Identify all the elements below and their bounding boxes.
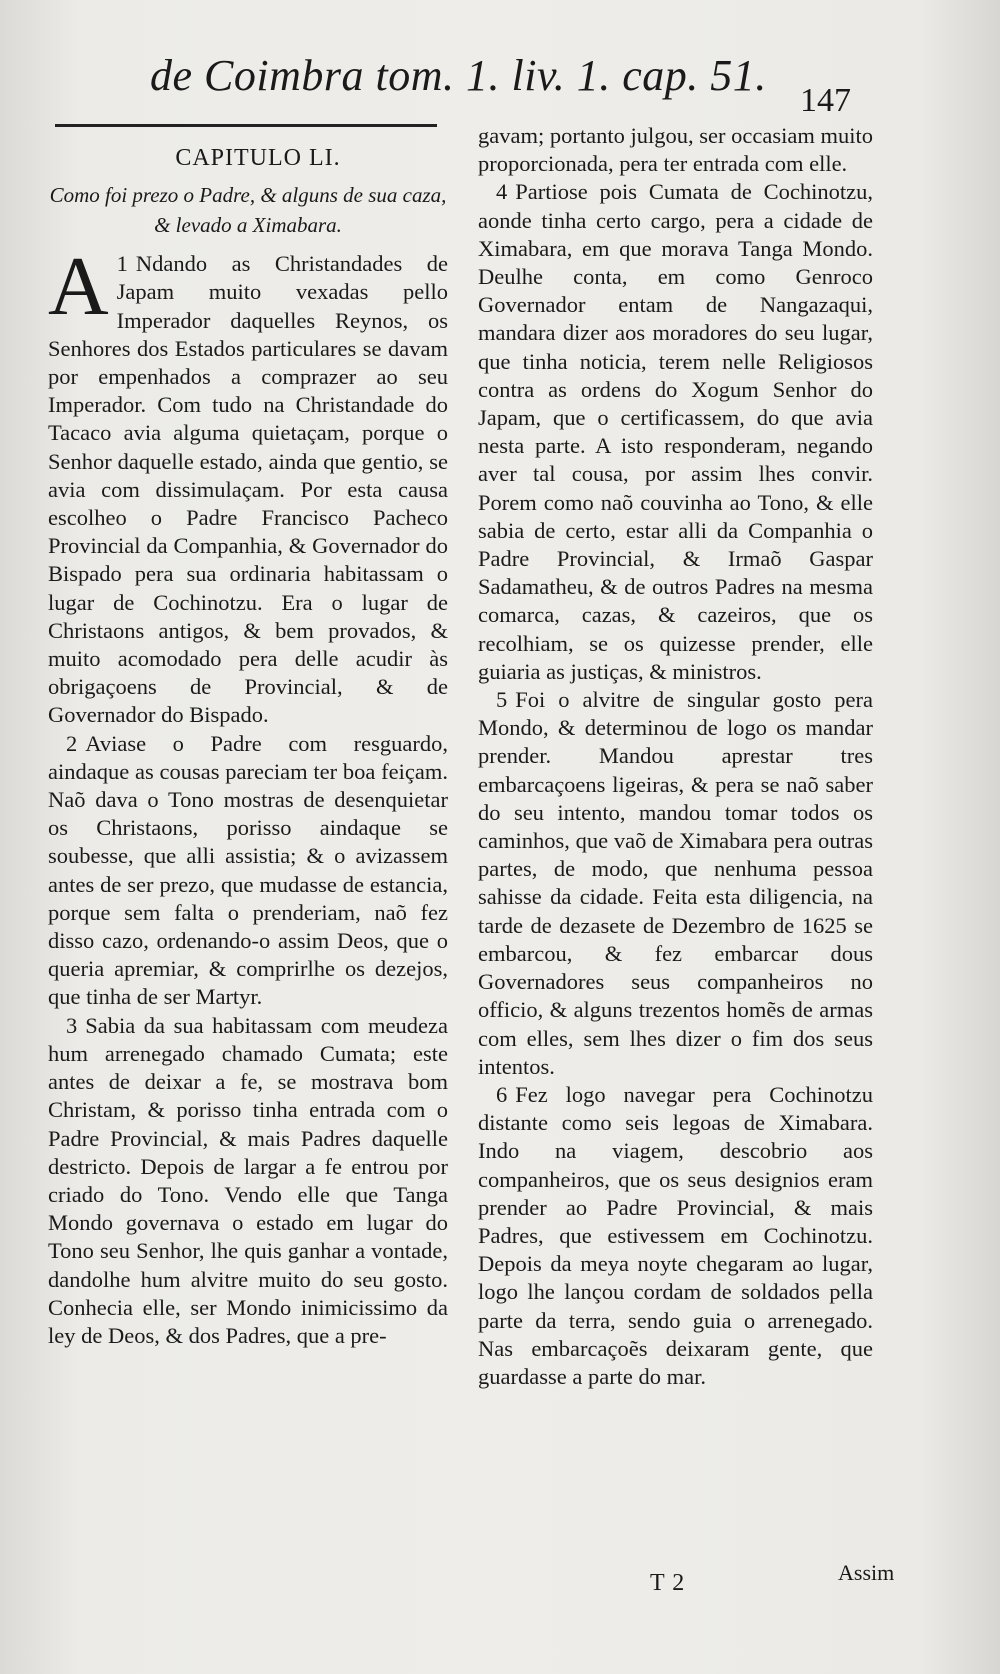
paragraph-number: 5 (496, 687, 508, 713)
paragraph-1 (48, 240, 448, 729)
paragraph-text: Ndando as Christandades de Japam muito vexadas pello Imperador daquelles Reynos, os Senhores dos Estados particulares se davam por empenhados a comprazer ao seu Imperador. Com tudo na Christandade do Tacaco avia alguma quietaçam, porque o Senhor daquelle estado, ainda que gentio, se avia com dissimulaçam. Por esta causa escolheo o Padre Francisco Pacheco Provincial da Companhia, & Governador do Bispado pera sua ordinaria habitassam o lugar de Cochinotzu. Era o lugar de Christaons antigos, & bem provados, & muito acomodado pera delle acudir às obrigaçoens de Provincial, & de Governador do Bispado. (48, 251, 448, 728)
paragraph-text: Foi o alvitre de singular gosto pera Mondo, & determinou de logo os mandar prender. Mandou aprestar tres embarcaçoens ligeiras, & pera se naõ saber do seu intento, mandou tomar todos os caminhos, que vaõ de Ximabara pera outras partes, de modo, que nenhuma pessoa sahisse da cidade. Feita esta diligencia, na tarde de dezasete de Dezembro de 1625 se embarcou, & fez embarcar dous Governadores seus companheiros no officio, & alguns trezentos homẽs de armas com elles, sem lhes dizer o fim dos seus intentos. (478, 687, 873, 1079)
paragraph-text: Sabia da sua habitassam com meudeza hum arrenegado chamado Cumata; este antes de deixar a fe, se mostrava bom Christam, & porisso tinha entrada com o Padre Provincial, & mais Padres daquelle destricto. Depois de largar a fe entrou por criado do Tono. Vendo elle que Tanga Mondo governava o estado em lugar do Tono seu Senhor, lhe quis ganhar a vontade, dandolhe hum alvitre muito do seu gosto. Conhecia elle, ser Mondo inimicissimo da ley de Deos, & dos Padres, que a pre- (48, 1012, 448, 1348)
paragraph-number: 3 (66, 1012, 78, 1038)
paragraph-3-continued (478, 122, 873, 178)
paragraph-number: 4 (496, 179, 508, 205)
paragraph-number: 2 (66, 730, 78, 756)
running-title: de Coimbra tom. 1. liv. 1. cap. 51. (150, 51, 767, 100)
paragraph-number: 1 (116, 251, 128, 277)
left-column (48, 130, 448, 1350)
paragraph-3 (48, 1012, 448, 1350)
paragraph-5 (478, 686, 873, 1081)
paragraph-text: Fez logo navegar pera Cochinotzu distante como seis legoas de Ximabara. Indo na viagem, descobrio aos companheiros, que os seus designios eram prender ao Padre Provincial, & mais Padres, que estivessem em Cochinotzu. Depois da meya noyte chegaram ao lugar, logo lhe lançou cordam de soldados pella parte da terra, sendo guia o arrenegado. Nas embarcaçoẽs deixaram gente, que guardasse a parte do mar. (478, 1081, 873, 1389)
paragraph-6 (478, 1081, 873, 1391)
page-number: 147 (800, 82, 851, 119)
signature-mark: T 2 (650, 1570, 686, 1596)
paragraph-4 (478, 178, 873, 686)
drop-cap: A (48, 240, 109, 334)
catchword: Assim (838, 1560, 895, 1585)
paragraph-text: Partiose pois Cumata de Cochinotzu, aonde tinha certo cargo, pera a cidade de Ximabara, em que morava Tanga Mondo. Deulhe conta, em como Genroco Governador entam de Nangazaqui, mandara dizer aos moradores do seu lugar, que tinha noticia, terem nelle Religiosos contra as ordens do Xogum Senhor do Japam, que o certificassem, do que avia nesta parte. A isto responderam, negando aver tal cousa, por assim lhes convir. Porem como naõ couvinha ao Tono, & elle sabia de certo, estar alli da Companhia o Padre Provincial, & Irmaõ Gaspar Sadamatheu, & de outros Padres na mesma comarca, cazas, & cazeiros, que os recolhiam, se os quizesse prender, elle guiaria as justiças, & ministros. (478, 179, 873, 684)
paragraph-number: 6 (496, 1081, 508, 1107)
paragraph-text: Aviase o Padre com resguardo, aindaque as cousas pareciam ter boa feiçam. Naõ dava o Tono mostras de desenquietar os Christaons, porisso aindaque se soubesse, que alli assistia; & o avizassem antes de ser prezo, que mudasse de estancia, porque sem falta o prenderiam, naõ fez disso cazo, ordenando-o assim Deos, que o queria apremiar, & comprirlhe os dezejos, que tinha de ser Martyr. (48, 730, 448, 1010)
paragraph-text: gavam; portanto julgou, ser occasiam muito proporcionada, pera ter entrada com elle. (478, 123, 873, 177)
right-column (478, 122, 873, 1391)
chapter-title: CAPITULO LI. (175, 145, 341, 171)
paragraph-2 (48, 730, 448, 1012)
chapter-subtitle: Como foi prezo o Padre, & alguns de sua caza, & levado a Ximabara. (49, 183, 447, 238)
chapter-rule (55, 124, 437, 127)
